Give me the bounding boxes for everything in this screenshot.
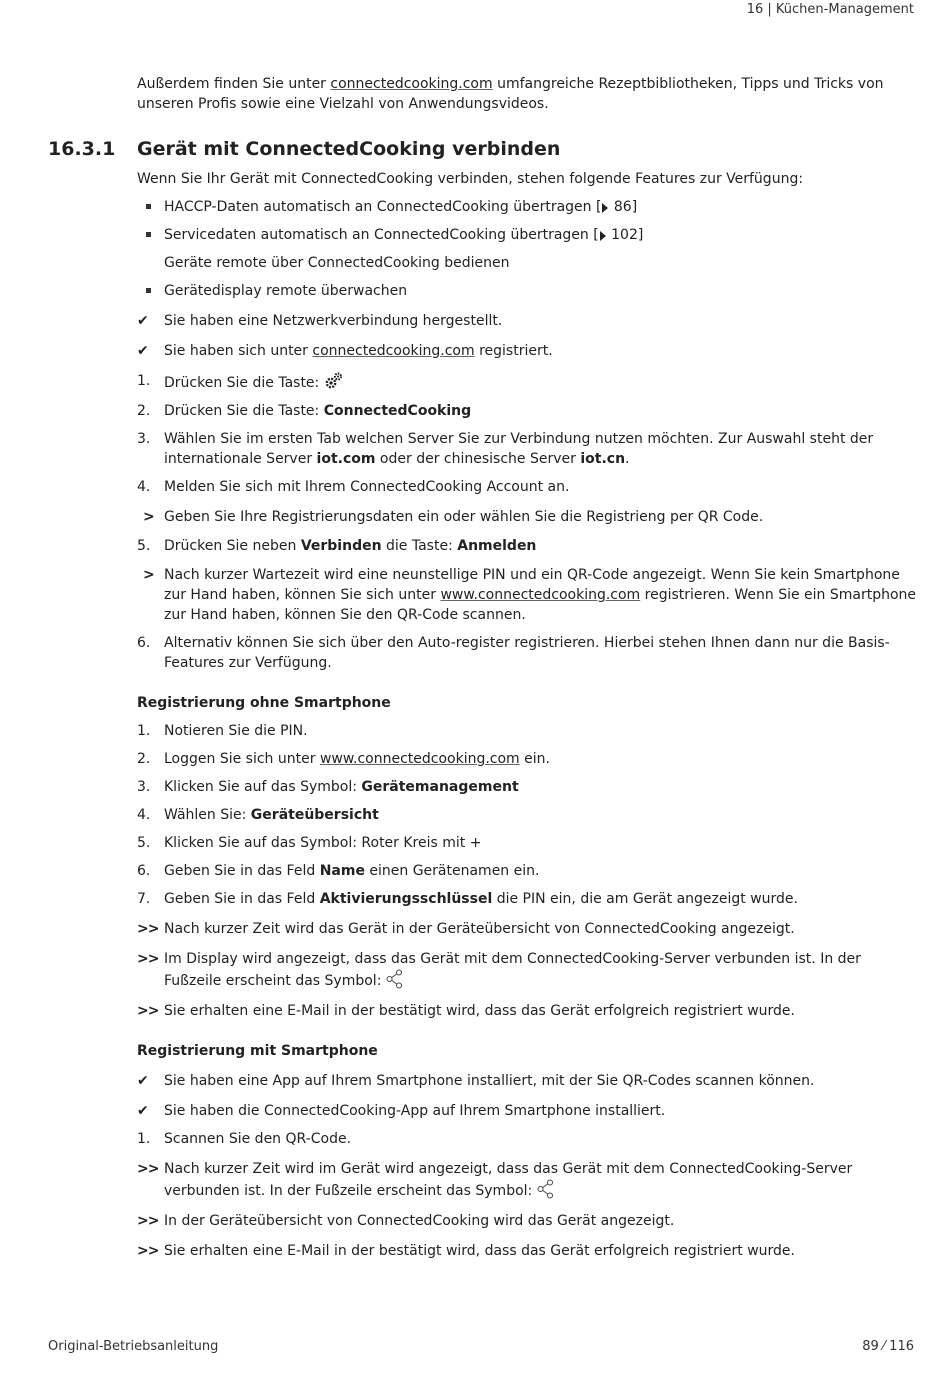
step-item <box>137 371 917 393</box>
final-result-text: Nach kurzer Zeit wird das Gerät in der Geräteübersicht von ConnectedCooking angezeigt. <box>164 921 795 937</box>
final-result-arrow-icon: >> <box>137 1003 159 1019</box>
intro-text: Außerdem finden Sie unter <box>137 76 331 92</box>
step-text: Wählen Sie im ersten Tab welchen Server Sie zur Verbindung nutzen möchten. Zur Auswahl steht der internationale Server <box>164 431 874 467</box>
step-number: 1. <box>137 723 151 739</box>
step-item <box>137 477 917 497</box>
step-text: Klicken Sie auf das Symbol: <box>164 779 362 795</box>
step-item <box>137 805 917 825</box>
connectedcooking-link[interactable]: connectedcooking.com <box>330 76 493 92</box>
step-number: 3. <box>137 779 151 795</box>
feature-text: Gerätedisplay remote überwachen <box>164 283 408 299</box>
step-number: 7. <box>137 891 151 907</box>
step-text-mid: oder der chinesische Server <box>375 451 581 467</box>
prerequisite-item <box>137 1101 917 1121</box>
step-text-mid: die Taste: <box>381 538 458 554</box>
step-item <box>137 889 917 909</box>
final-result-text: Nach kurzer Zeit wird im Gerät wird angezeigt, dass das Gerät mit dem ConnectedCooking-Server verbunden ist. In der Fußzeile erscheint das Symbol: <box>164 1161 853 1199</box>
step-text: Wählen Sie: <box>164 807 251 823</box>
prerequisite-item <box>137 1071 917 1091</box>
step-text: Scannen Sie den QR-Code. <box>164 1131 352 1147</box>
result-arrow-icon: > <box>143 567 155 583</box>
feature-item <box>137 197 917 217</box>
step-item <box>137 633 917 673</box>
step-text: Klicken Sie auf das Symbol: Roter Kreis mit + <box>164 835 482 851</box>
step-item <box>137 749 917 769</box>
bullet-icon <box>146 204 151 209</box>
final-result-text: Sie erhalten eine E-Mail in der bestätigt wird, dass das Gerät erfolgreich registriert wurde. <box>164 1003 795 1019</box>
step-text: Drücken Sie die Taste: <box>164 375 324 391</box>
check-icon: ✔ <box>137 313 149 329</box>
step-number: 6. <box>137 635 151 651</box>
step-text: Melden Sie sich mit Ihrem ConnectedCooking Account an. <box>164 479 570 495</box>
section-intro: Wenn Sie Ihr Gerät mit ConnectedCooking verbinden, stehen folgende Features zur Verfügung: <box>137 171 804 187</box>
settings-gears-icon <box>324 371 344 391</box>
prerequisite-text: Sie haben die ConnectedCooking-App auf Ihrem Smartphone installiert. <box>164 1103 666 1119</box>
final-result-arrow-icon: >> <box>137 1213 159 1229</box>
final-result-arrow-icon: >> <box>137 1161 159 1177</box>
server-iot-com: iot.com <box>316 451 376 467</box>
step-text: Drücken Sie neben <box>164 538 301 554</box>
feature-text: Servicedaten automatisch an ConnectedCooking übertragen [ <box>164 227 599 243</box>
result-text: Nach kurzer Wartezeit wird eine neunstellige PIN und ein QR-Code angezeigt. Wenn Sie kein Smartphone zur Hand haben, können Sie sich unter <box>164 567 900 603</box>
step-text: Drücken Sie die Taste: <box>164 403 324 419</box>
check-icon: ✔ <box>137 1103 149 1119</box>
step-number: 6. <box>137 863 151 879</box>
geraeteuebersicht-label: Geräteübersicht <box>250 807 379 823</box>
step-number: 2. <box>137 403 151 419</box>
connectedcooking-link[interactable]: connectedcooking.com <box>312 343 475 359</box>
page-ref[interactable]: 102] <box>606 227 644 243</box>
step-item <box>137 429 917 469</box>
result-arrow-icon: > <box>143 509 155 525</box>
step-number: 5. <box>137 538 151 554</box>
final-result-text: Sie erhalten eine E-Mail in der bestätigt wird, dass das Gerät erfolgreich registriert wurde. <box>164 1243 795 1259</box>
intro-text-end: umfangreiche Rezeptbibliotheken, Tipps und Tricks von unseren Profis sowie eine Vielzahl von Anwendungsvideos. <box>137 76 884 112</box>
prerequisite-text-end: registriert. <box>474 343 553 359</box>
step-number: 1. <box>137 373 151 389</box>
final-result-item <box>137 1241 917 1261</box>
step-item <box>137 536 917 556</box>
step-text: Geben Sie in das Feld <box>164 891 320 907</box>
feature-text: Geräte remote über ConnectedCooking bedienen <box>164 255 510 271</box>
final-result-arrow-icon: >> <box>137 951 159 967</box>
verbinden-label: Verbinden <box>300 538 382 554</box>
step-text-end: . <box>625 451 630 467</box>
footer-document-title: Original-Betriebsanleitung <box>48 1339 219 1354</box>
final-result-arrow-icon: >> <box>137 921 159 937</box>
intro-paragraph <box>137 74 917 114</box>
step-item <box>137 833 917 853</box>
step-number: 2. <box>137 751 151 767</box>
final-result-text: In der Geräteübersicht von ConnectedCooking wird das Gerät angezeigt. <box>164 1213 675 1229</box>
step-item <box>137 401 917 421</box>
bullet-icon <box>146 232 151 237</box>
connectedcooking-button-label: ConnectedCooking <box>323 403 472 419</box>
step-text-end: die PIN ein, die am Gerät angezeigt wurde. <box>492 891 798 907</box>
document-body <box>48 74 917 1261</box>
page-header: 16 | Küchen-Management <box>746 2 914 17</box>
feature-text: HACCP-Daten automatisch an ConnectedCooking übertragen [ <box>164 199 602 215</box>
connectedcooking-www-link[interactable]: www.connectedcooking.com <box>440 587 641 603</box>
final-result-arrow-icon: >> <box>137 1243 159 1259</box>
result-item <box>137 507 917 527</box>
connected-share-icon <box>386 969 404 989</box>
step-item <box>137 1129 917 1149</box>
step-text-end: einen Gerätenamen ein. <box>364 863 540 879</box>
section-number: 16.3.1 <box>48 138 116 160</box>
prerequisite-item <box>137 311 917 331</box>
step-number: 3. <box>137 431 151 447</box>
step-number: 4. <box>137 479 151 495</box>
server-iot-cn: iot.cn <box>580 451 626 467</box>
prerequisite-item <box>137 341 917 361</box>
connected-share-icon <box>537 1179 555 1199</box>
result-text-end: registrieren. Wenn Sie ein Smartphone zur Hand haben, können Sie den QR-Code scannen. <box>164 587 917 623</box>
step-text: Notieren Sie die PIN. <box>164 723 308 739</box>
prerequisite-text: Sie haben eine Netzwerkverbindung hergestellt. <box>164 313 503 329</box>
step-number: 5. <box>137 835 151 851</box>
anmelden-button-label: Anmelden <box>457 538 537 554</box>
step-text: Alternativ können Sie sich über den Auto-register registrieren. Hierbei stehen Ihnen dann nur die Basis-Features zur Verfügung. <box>164 635 890 671</box>
name-field-label: Name <box>319 863 365 879</box>
subheading-no-smartphone: Registrierung ohne Smartphone <box>137 695 391 711</box>
feature-item <box>137 281 917 301</box>
result-text: Geben Sie Ihre Registrierungsdaten ein oder wählen Sie die Registrieng per QR Code. <box>164 509 764 525</box>
step-number: 1. <box>137 1131 151 1147</box>
feature-item <box>137 225 917 245</box>
step-item <box>137 721 917 741</box>
footer-page-number: 89 ⁄ 116 <box>862 1339 914 1354</box>
check-icon: ✔ <box>137 1073 149 1089</box>
section-16-3-1 <box>48 136 917 1261</box>
final-result-item <box>137 1159 917 1201</box>
prerequisite-text: Sie haben eine App auf Ihrem Smartphone installiert, mit der Sie QR-Codes scannen können. <box>164 1073 815 1089</box>
final-result-item <box>137 1001 917 1021</box>
feature-item <box>137 253 917 273</box>
bullet-icon <box>146 288 151 293</box>
final-result-text: Im Display wird angezeigt, dass das Gerät mit dem ConnectedCooking-Server verbunden ist. In der Fußzeile erscheint das Symbol: <box>164 951 861 989</box>
connectedcooking-www-link[interactable]: www.connectedcooking.com <box>319 751 520 767</box>
final-result-item <box>137 1211 917 1231</box>
activation-key-field-label: Aktivierungsschlüssel <box>319 891 493 907</box>
step-text-end: ein. <box>519 751 550 767</box>
step-text: Loggen Sie sich unter <box>164 751 320 767</box>
final-result-item <box>137 919 917 939</box>
prerequisite-text: Sie haben sich unter <box>164 343 313 359</box>
step-item <box>137 777 917 797</box>
page-ref[interactable]: 86] <box>609 199 638 215</box>
step-text: Geben Sie in das Feld <box>164 863 320 879</box>
step-item <box>137 861 917 881</box>
subheading-with-smartphone: Registrierung mit Smartphone <box>137 1043 378 1059</box>
geraetemanagement-label: Gerätemanagement <box>361 779 519 795</box>
page-ref-arrow-icon[interactable] <box>599 229 607 243</box>
section-title: Gerät mit ConnectedCooking verbinden <box>137 138 561 160</box>
result-item <box>137 565 917 625</box>
final-result-item <box>137 949 917 991</box>
check-icon: ✔ <box>137 343 149 359</box>
step-number: 4. <box>137 807 151 823</box>
